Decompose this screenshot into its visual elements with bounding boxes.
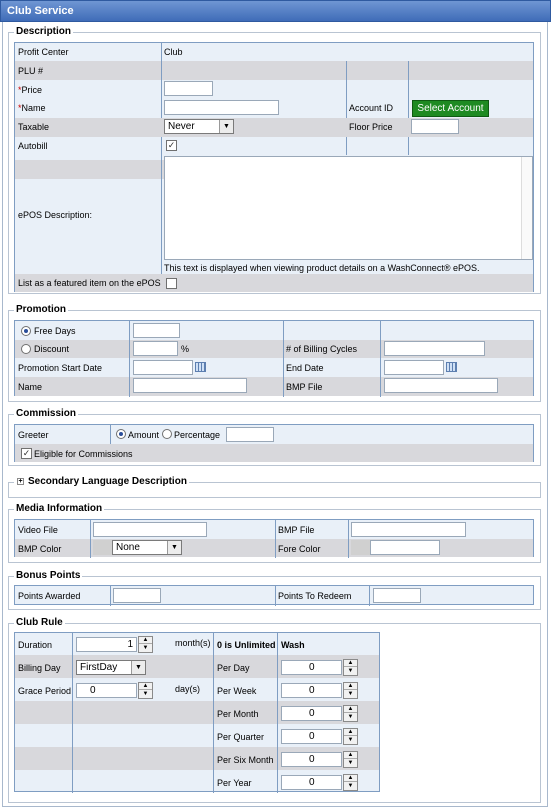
- commission-legend: Commission: [16, 408, 77, 419]
- epos-description-label: ePOS Description:: [18, 210, 93, 220]
- amount-label: Amount: [128, 430, 160, 440]
- arrow-up-icon[interactable]: ▲: [139, 683, 152, 690]
- limit-input[interactable]: 0: [281, 683, 342, 698]
- price-input[interactable]: [164, 81, 213, 96]
- arrow-down-icon[interactable]: ▼: [347, 668, 354, 674]
- description-legend: Description: [16, 26, 72, 37]
- points-awarded-label: Points Awarded: [18, 591, 81, 601]
- epos-note: This text is displayed when viewing product details on a WashConnect® ePOS.: [164, 263, 480, 273]
- grace-period-stepper[interactable]: [138, 682, 153, 699]
- arrow-up-icon[interactable]: ▲: [344, 775, 357, 782]
- billing-day-label: Billing Day: [18, 663, 61, 673]
- autobill-checkbox[interactable]: ✓: [167, 140, 176, 150]
- arrow-down-icon[interactable]: ▼: [347, 691, 354, 697]
- limit-input[interactable]: 0: [281, 752, 342, 767]
- end-date-label: End Date: [286, 363, 324, 373]
- free-days-input[interactable]: [133, 323, 180, 338]
- limit-label: Per Quarter: [217, 732, 265, 742]
- fore-color-label: Fore Color: [278, 544, 321, 554]
- limit-label: Per Week: [217, 686, 257, 696]
- calendar-icon[interactable]: [195, 362, 206, 372]
- arrow-up-icon[interactable]: ▲: [344, 683, 357, 690]
- chevron-down-icon: ▼: [131, 661, 145, 674]
- arrow-up-icon[interactable]: ▲: [344, 660, 357, 667]
- limit-stepper[interactable]: [343, 728, 358, 745]
- limit-label: Per Day: [217, 663, 250, 673]
- promotion-start-date-label: Promotion Start Date: [18, 363, 103, 373]
- profit-center-label: Profit Center: [18, 47, 69, 57]
- free-days-radio[interactable]: [21, 326, 31, 336]
- arrow-down-icon[interactable]: ▼: [142, 691, 149, 697]
- points-awarded-input[interactable]: [113, 588, 161, 603]
- secondary-language-toggle[interactable]: + Secondary Language Description: [14, 476, 189, 488]
- amount-radio[interactable]: [116, 429, 126, 439]
- taxable-label: Taxable: [18, 122, 50, 132]
- promotion-name-input[interactable]: [133, 378, 247, 393]
- required-mark: *: [18, 85, 22, 95]
- bmp-color-value: None: [116, 542, 140, 553]
- arrow-down-icon[interactable]: ▼: [347, 737, 354, 743]
- limit-label: Per Year: [217, 778, 252, 788]
- media-legend: Media Information: [16, 503, 103, 514]
- description-grid: [14, 42, 534, 292]
- greeter-commission-input[interactable]: [226, 427, 274, 442]
- arrow-down-icon[interactable]: ▼: [347, 783, 354, 789]
- plu-label: PLU #: [18, 66, 44, 76]
- eligible-commissions-checkbox[interactable]: ✓: [22, 448, 31, 458]
- taxable-value: Never: [168, 121, 195, 132]
- limit-input[interactable]: 0: [281, 775, 342, 790]
- commission-grid: [14, 424, 534, 462]
- video-file-label: Video File: [18, 525, 58, 535]
- limit-input[interactable]: 0: [281, 660, 342, 675]
- arrow-down-icon[interactable]: ▼: [347, 714, 354, 720]
- promotion-start-date-input[interactable]: [133, 360, 193, 375]
- promotion-grid: [14, 320, 534, 396]
- duration-stepper[interactable]: [138, 636, 153, 653]
- duration-input[interactable]: 1: [76, 637, 137, 652]
- limit-stepper[interactable]: [343, 751, 358, 768]
- taxable-select[interactable]: [164, 119, 234, 134]
- limit-input[interactable]: 0: [281, 706, 342, 721]
- limit-stepper[interactable]: [343, 774, 358, 791]
- grace-period-label: Grace Period: [18, 686, 72, 696]
- profit-center-value: Club: [164, 47, 183, 57]
- media-grid: [14, 519, 534, 557]
- name-input[interactable]: [164, 100, 279, 115]
- floor-price-label: Floor Price: [349, 122, 393, 132]
- fore-color-swatch: [351, 540, 370, 555]
- free-days-label: Free Days: [34, 326, 76, 336]
- name-label: *Name: [18, 103, 46, 113]
- featured-label: List as a featured item on the ePOS: [18, 278, 161, 288]
- floor-price-input[interactable]: [411, 119, 459, 134]
- promotion-bmp-file-label: BMP File: [286, 382, 323, 392]
- eligible-commissions-label: Eligible for Commissions: [34, 449, 133, 459]
- arrow-up-icon[interactable]: ▲: [344, 706, 357, 713]
- billing-day-value: FirstDay: [80, 662, 118, 673]
- bonus-points-grid: [14, 585, 534, 605]
- discount-label: Discount: [34, 344, 70, 354]
- required-mark: *: [18, 103, 22, 113]
- end-date-input[interactable]: [384, 360, 444, 375]
- media-bmp-file-label: BMP File: [278, 525, 315, 535]
- bmp-color-label: BMP Color: [18, 544, 62, 554]
- duration-label: Duration: [18, 640, 53, 650]
- window-title: Club Service: [7, 5, 74, 17]
- window-title-bar: [0, 0, 551, 22]
- autobill-label: Autobill: [18, 141, 48, 151]
- bmp-color-select[interactable]: [112, 540, 182, 555]
- bonus-points-legend: Bonus Points: [16, 570, 81, 581]
- greeter-label: Greeter: [18, 430, 49, 440]
- arrow-up-icon[interactable]: ▲: [344, 752, 357, 759]
- percentage-label: Percentage: [174, 430, 221, 440]
- discount-input[interactable]: [133, 341, 178, 356]
- arrow-down-icon[interactable]: ▼: [347, 760, 354, 766]
- limit-input[interactable]: 0: [281, 729, 342, 744]
- wash-header: Wash: [281, 640, 305, 650]
- limit-stepper[interactable]: [343, 682, 358, 699]
- duration-unit: month(s): [175, 638, 211, 648]
- select-account-button[interactable]: Select Account: [412, 100, 489, 117]
- limit-label: Per Six Month: [217, 755, 274, 765]
- billing-cycles-label: # of Billing Cycles: [286, 344, 358, 354]
- club-rule-grid: [14, 632, 380, 792]
- grace-period-input[interactable]: 0: [76, 683, 137, 698]
- featured-checkbox[interactable]: [166, 278, 177, 289]
- chevron-down-icon: ▼: [219, 120, 233, 133]
- limit-label: Per Month: [217, 709, 259, 719]
- percentage-radio[interactable]: [162, 429, 172, 439]
- price-label: *Price: [18, 85, 43, 95]
- points-redeem-input[interactable]: [373, 588, 421, 603]
- fore-color-input[interactable]: [370, 540, 440, 555]
- club-rule-legend: Club Rule: [16, 617, 63, 628]
- expand-icon[interactable]: +: [18, 478, 23, 485]
- textarea-scrollbar[interactable]: [521, 157, 532, 259]
- bmp-color-swatch: [93, 540, 112, 555]
- billing-cycles-input[interactable]: [384, 341, 485, 356]
- unlimited-header: 0 is Unlimited: [217, 640, 276, 650]
- arrow-up-icon[interactable]: ▲: [139, 637, 152, 644]
- arrow-up-icon[interactable]: ▲: [344, 729, 357, 736]
- points-redeem-label: Points To Redeem: [278, 591, 352, 601]
- calendar-icon[interactable]: [446, 362, 457, 372]
- limit-stepper[interactable]: [343, 705, 358, 722]
- promotion-legend: Promotion: [16, 304, 66, 315]
- video-file-input[interactable]: [93, 522, 207, 537]
- billing-day-select[interactable]: [76, 660, 146, 675]
- percent-sign: %: [181, 344, 190, 354]
- promotion-name-label: Name: [18, 382, 43, 392]
- limit-stepper[interactable]: [343, 659, 358, 676]
- account-id-label: Account ID: [349, 103, 394, 113]
- epos-description-textarea[interactable]: [164, 156, 533, 260]
- chevron-down-icon: ▼: [167, 541, 181, 554]
- promotion-bmp-file-input[interactable]: [384, 378, 498, 393]
- arrow-down-icon[interactable]: ▼: [142, 645, 149, 651]
- media-bmp-file-input[interactable]: [351, 522, 466, 537]
- grace-period-unit: day(s): [175, 684, 201, 694]
- discount-radio[interactable]: [21, 344, 31, 354]
